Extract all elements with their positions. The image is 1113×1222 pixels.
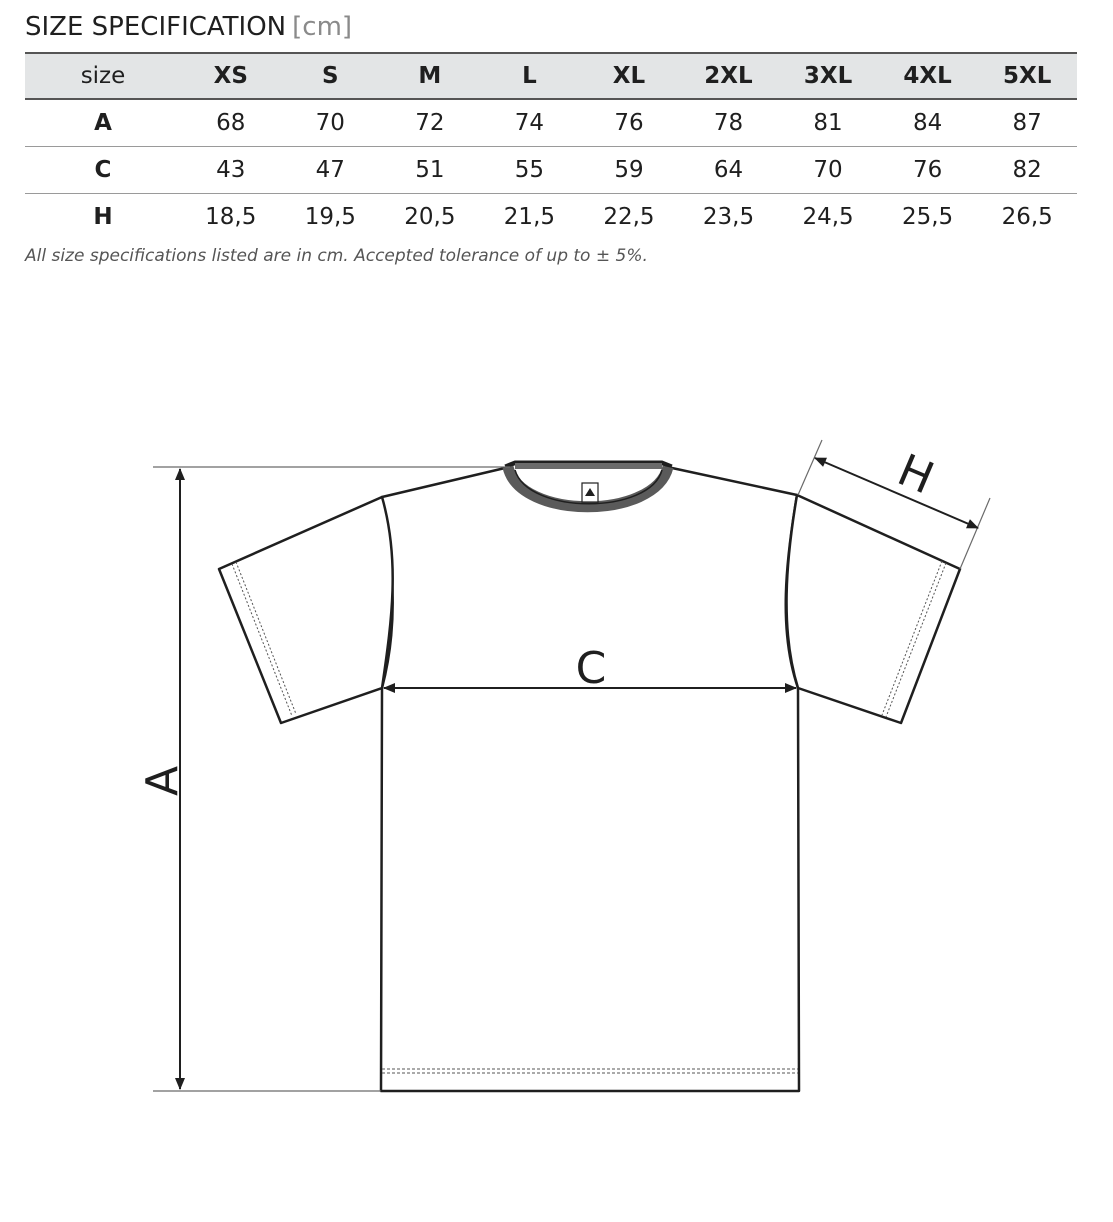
column-header: 2XL bbox=[679, 53, 779, 99]
dimension-a-label: A bbox=[137, 765, 188, 797]
title-unit: [cm] bbox=[292, 12, 353, 42]
row-label: H bbox=[93, 204, 113, 230]
left-sleeve-outline bbox=[219, 497, 393, 723]
table-cell: 78 bbox=[679, 99, 779, 147]
table-cell: 51 bbox=[380, 147, 480, 194]
table-cell: 23,5 bbox=[702, 204, 755, 230]
table-cell: 68 bbox=[181, 99, 281, 147]
table-cell: 20,5 bbox=[404, 204, 456, 230]
title-text: SIZE SPECIFICATION bbox=[25, 12, 287, 42]
column-header: 4XL bbox=[878, 53, 978, 99]
table-cell: 22,5 bbox=[603, 204, 655, 230]
table-cell: 87 bbox=[977, 99, 1077, 147]
table-cell: 25,5 bbox=[901, 204, 954, 230]
table-cell: 24,5 bbox=[802, 204, 854, 230]
column-header-size: size bbox=[25, 53, 181, 99]
column-header: 3XL bbox=[778, 53, 878, 99]
table-cell: 76 bbox=[579, 99, 679, 147]
column-header: M bbox=[380, 53, 480, 99]
dimension-h-label: H bbox=[890, 444, 941, 505]
column-header: S bbox=[281, 53, 381, 99]
table-cell: 18,5 bbox=[205, 204, 257, 230]
dimension-c-label: C bbox=[575, 643, 607, 694]
column-header: 5XL bbox=[977, 53, 1077, 99]
table-cell: 72 bbox=[380, 99, 480, 147]
table-cell: 43 bbox=[181, 147, 281, 194]
table-cell: 26,5 bbox=[1001, 204, 1053, 230]
right-sleeve-outline bbox=[787, 495, 960, 723]
table-cell: 21,5 bbox=[503, 204, 556, 230]
table-cell: 70 bbox=[778, 147, 878, 194]
tolerance-note: All size specifications listed are in cm. Accepted tolerance of up to ± 5%. bbox=[25, 246, 648, 266]
table-cell: 81 bbox=[778, 99, 878, 147]
table-cell: 82 bbox=[977, 147, 1077, 194]
table-cell: 47 bbox=[281, 147, 381, 194]
dimension-h-extension-bottom bbox=[960, 498, 990, 569]
row-label: C bbox=[25, 147, 181, 194]
table-cell: 70 bbox=[281, 99, 381, 147]
table-cell: 19,5 bbox=[304, 204, 356, 230]
column-header: XS bbox=[181, 53, 281, 99]
table-cell: 76 bbox=[878, 147, 978, 194]
shirt-body-outline bbox=[381, 464, 799, 1091]
table-cell: 74 bbox=[480, 99, 580, 147]
column-header: L bbox=[480, 53, 580, 99]
table-cell: 55 bbox=[480, 147, 580, 194]
table-cell: 59 bbox=[579, 147, 679, 194]
table-cell: 64 bbox=[679, 147, 779, 194]
dimension-h-extension-top bbox=[798, 440, 822, 495]
row-label: A bbox=[25, 99, 181, 147]
column-header: XL bbox=[579, 53, 679, 99]
table-cell: 84 bbox=[878, 99, 978, 147]
